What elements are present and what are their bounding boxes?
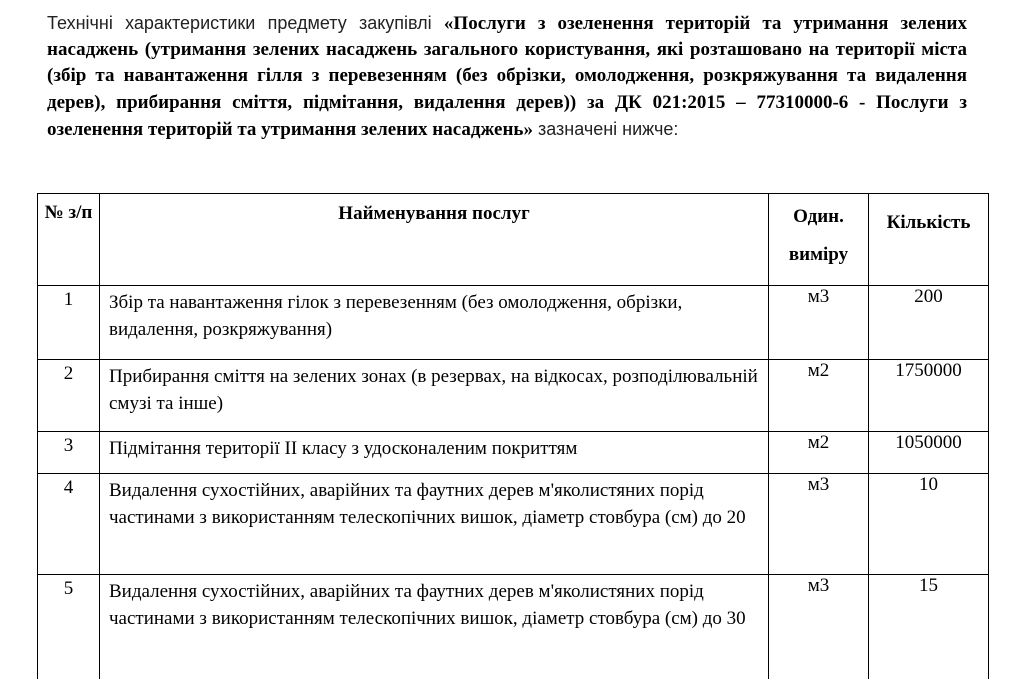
table-row: [38, 474, 989, 575]
row-unit: м3: [769, 474, 869, 575]
row-service-name: Прибирання сміття на зелених зонах (в резервах, на відкосах, розподілювальній смузі та інше): [100, 360, 769, 432]
table-row: [38, 432, 989, 474]
intro-bold-title: «Послуги з озеленення територій та утримання зелених насаджень (утримання зелених насаджень загального користування, які розташовано на території міста (збір та навантаження гілля з перевезенням (без обрізки, омолодження, розкряжування та видалення дерев), прибирання сміття, підмітання, видалення дерев)) за ДК 021:2015 – 77310000-6 - Послуги з озеленення територій та утримання зелених насаджень»: [47, 13, 967, 140]
header-service-name: Найменування послуг: [100, 194, 769, 286]
row-quantity: 1750000: [869, 360, 989, 432]
table-header-row: [38, 194, 989, 286]
header-quantity: Кількість: [869, 194, 989, 286]
row-unit: м2: [769, 360, 869, 432]
row-quantity: 10: [869, 474, 989, 575]
row-number: 1: [38, 286, 100, 360]
intro-suffix: зазначені нижче:: [532, 118, 679, 139]
row-quantity: 15: [869, 575, 989, 679]
row-service-name: Підмітання території ІІ класу з удосконаленим покриттям: [100, 432, 769, 474]
row-number: 5: [38, 575, 100, 679]
table-row: [38, 360, 989, 432]
row-service-name: Видалення сухостійних, аварійних та фаутних дерев м'яколистяних порід частинами з використанням телескопічних вишок, діаметр стовбура (см) до 30: [100, 575, 769, 679]
specification-table: [37, 193, 989, 679]
intro-prefix: Технічні характеристики предмету закупівлі: [47, 13, 444, 33]
row-unit: м3: [769, 286, 869, 360]
row-service-name: Збір та навантаження гілок з перевезенням (без омолодження, обрізки, видалення, розкряжування): [100, 286, 769, 360]
row-unit: м3: [769, 575, 869, 679]
table-row: [38, 575, 989, 679]
row-service-name: Видалення сухостійних, аварійних та фаутних дерев м'яколистяних порід частинами з використанням телескопічних вишок, діаметр стовбура (см) до 20: [100, 474, 769, 575]
row-number: 3: [38, 432, 100, 474]
intro-paragraph: [47, 10, 967, 143]
table-row: [38, 286, 989, 360]
row-number: 4: [38, 474, 100, 575]
row-quantity: 1050000: [869, 432, 989, 474]
header-unit: Один. виміру: [769, 194, 869, 286]
row-quantity: 200: [869, 286, 989, 360]
row-number: 2: [38, 360, 100, 432]
header-number: № з/п: [38, 194, 100, 286]
row-unit: м2: [769, 432, 869, 474]
